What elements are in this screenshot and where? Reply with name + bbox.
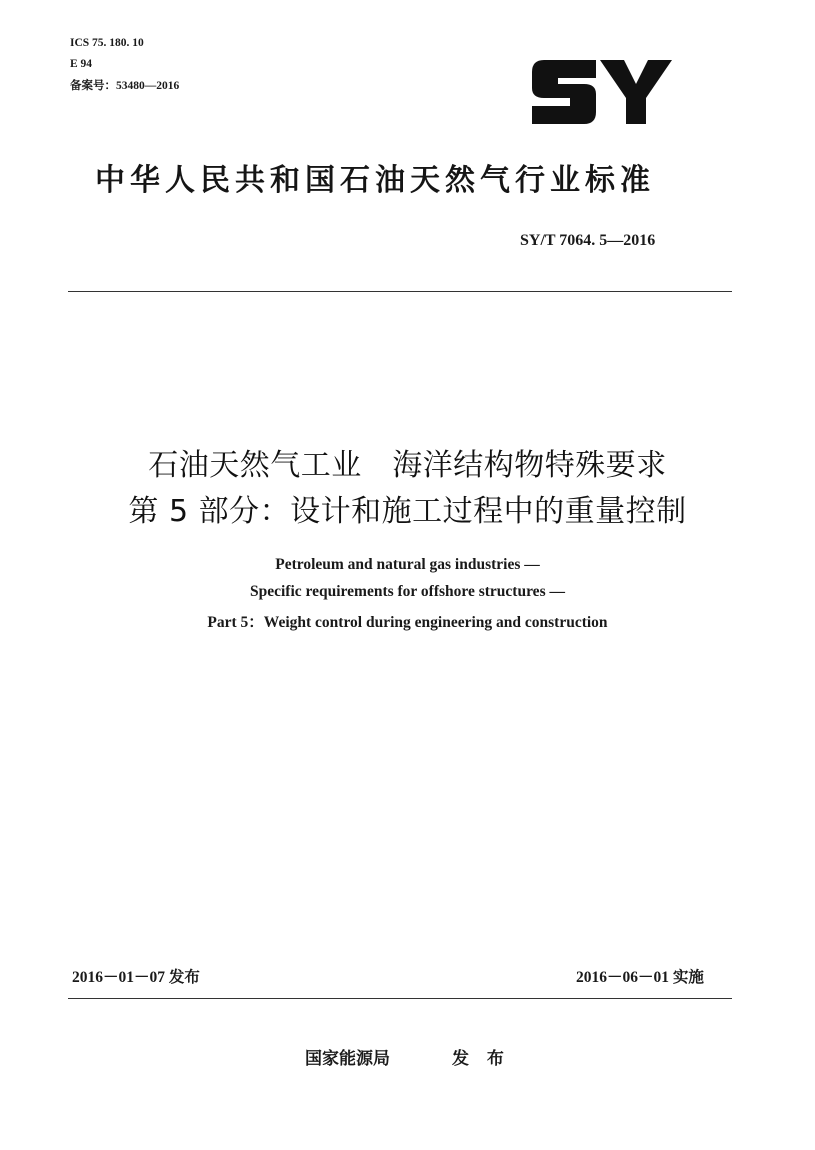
top-divider bbox=[68, 291, 732, 292]
bottom-divider bbox=[68, 998, 732, 999]
en-title-line-2: Specific requirements for offshore structures — bbox=[250, 583, 565, 600]
publisher-name: 国家能源局 bbox=[305, 1049, 390, 1069]
standard-code: SY/T 7064. 5—2016 bbox=[520, 232, 656, 249]
record-number: 备案号：53480—2016 bbox=[70, 80, 180, 92]
en-title-line-3: Part 5：Weight control during engineering and construction bbox=[207, 614, 608, 631]
ics-code: ICS 75. 180. 10 bbox=[70, 37, 144, 49]
standard-category-title: 中华人民共和国石油天然气行业标准 bbox=[95, 163, 655, 198]
issue-date: 2016－01－07 发布 bbox=[72, 969, 200, 986]
cn-title-line-2: 第 5 部分：设计和施工过程中的重量控制 bbox=[128, 494, 687, 529]
sy-logo bbox=[530, 52, 672, 132]
publish-label: 发 布 bbox=[452, 1049, 510, 1069]
ccs-code: E 94 bbox=[70, 58, 93, 70]
cn-title-line-1: 石油天然气工业 海洋结构物特殊要求 bbox=[148, 448, 667, 483]
en-title-line-1: Petroleum and natural gas industries — bbox=[275, 556, 540, 573]
implementation-date: 2016－06－01 实施 bbox=[576, 969, 704, 986]
